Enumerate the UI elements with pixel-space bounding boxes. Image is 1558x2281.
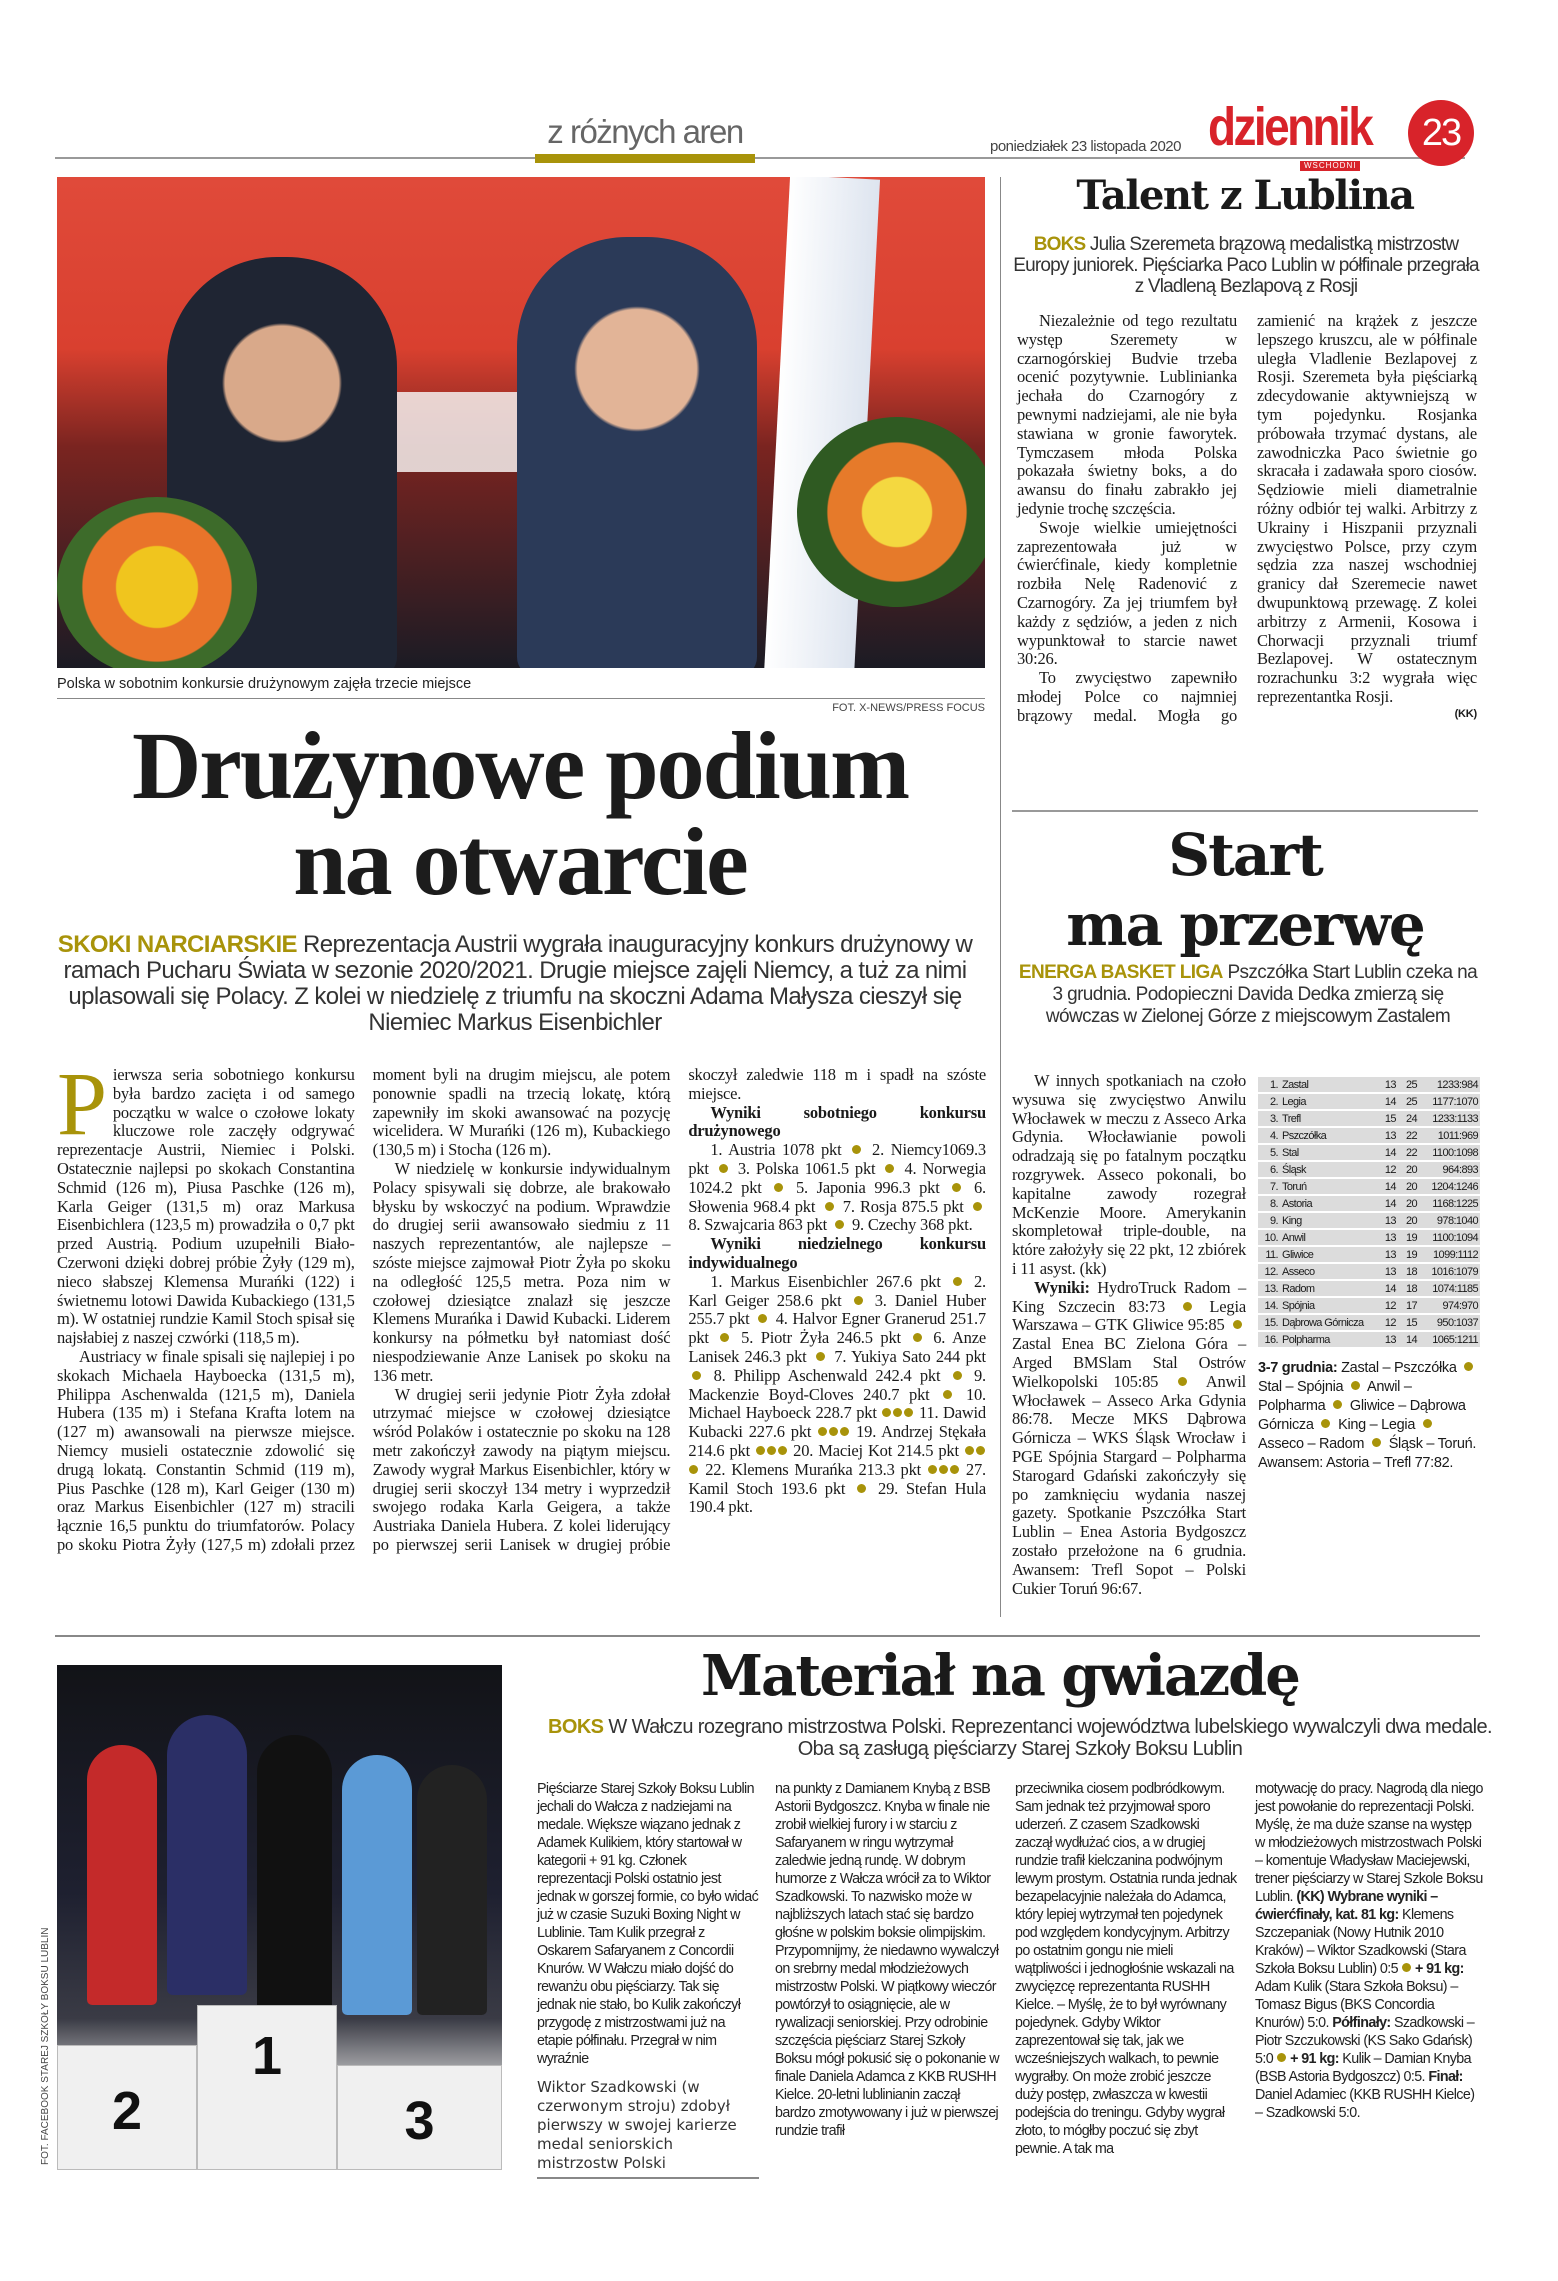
article-paragraph: [57, 1055, 355, 1348]
cell-points: 17: [1401, 1298, 1419, 1313]
cell-games: 14: [1383, 1196, 1401, 1211]
bullet-icon: [756, 1446, 765, 1455]
cell-games: 13: [1383, 1332, 1401, 1347]
bullet-icon: [952, 1183, 961, 1192]
table-row: [1258, 1298, 1480, 1313]
talent-headline: Talent z Lublina: [1076, 172, 1414, 219]
boxing-column-2: na punkty z Damianem Knybą z BSB Astorii Bydgoszcz. Knyba w finale nie zrobił wielkiej furory i w starciu z Safaryanem w ringu wytrzymał zaledwie jedną rundę. W dobrym humorze z Wałcza wrócił za to Wiktor Szadkowski. To nazwisko może w najbliższych latach stać się bardzo głośne w polskim boksie olimpijskim. Przypomnijmy, że niedawno wywalczył on srebrny medal młodzieżowych mistrzostw Polski. W piątkowy wieczór powtórzył to osiągnięcie, ale w rywalizacji seniorskiej. Przy odrobinie szczęścia pięściarz Starej Szkoły Boksu mógł pokusić się o pokonanie w finale Daniela Adamca z KKB RUSHH Kielce. 20-letni lublinianin zaczął bardzo zmotywowany i już w pierwszej rundzie trafił: [775, 1781, 999, 2139]
lead-tag: BOKS: [1033, 234, 1086, 255]
cell-rank: 2.: [1258, 1094, 1280, 1109]
bullet-icon: [774, 1183, 783, 1192]
lead-tag: ENERGA BASKET LIGA: [1018, 962, 1223, 983]
cell-games: 12: [1383, 1162, 1401, 1177]
result-item: Gliwice – Dąbrowa Górnicza: [1258, 1398, 1466, 1433]
photo-person-right: [517, 237, 757, 668]
cell-team: Stal: [1280, 1145, 1383, 1160]
result-item: 9. Mackenzie Boyd-Cloves 240.7 pkt: [688, 1365, 986, 1404]
basket-headline-line-1: Start: [1168, 821, 1322, 889]
result-item: 7. Rosja 875.5 pkt: [842, 1196, 964, 1216]
article-paragraph: W drugiej serii jedynie Piotr Żyła zdołał utrzymać miejsce w czołowej dziesiątce wśród Polaków i ostatecznie po skoku na 128 metr zakończył zawody na piątym miejscu. Zawody wygrał Markus Eisenbichler, który w drugiej serii skoczył 134 metry i wyprzedził swojego rodaka Karla Geigera, a także Austriaka Daniela Hubera. Z kolei liderujący po pierwszej serii Lanisek w drugiej próbie skoczył zaledwie 118 m i spadł na szóste miejsce.: [372, 1065, 986, 1554]
photo-credit: FOT. FACEBOOK STAREJ SZKOŁY BOKSU LUBLIN: [40, 1927, 51, 2165]
result-item: 1. Markus Eisenbichler 267.6 pkt: [710, 1271, 941, 1291]
basket-headline-line-2: ma przerwę: [1066, 891, 1424, 959]
cell-games: 13: [1383, 1128, 1401, 1143]
cell-score: 1099:1112: [1419, 1247, 1480, 1262]
result-item: 2. Niemcy1069.3 pkt: [688, 1140, 986, 1178]
bullet-icon: [904, 1408, 913, 1417]
boxing-column-4: [1255, 1780, 1483, 2122]
cell-rank: 7.: [1258, 1179, 1280, 1194]
ski-jumpers-photo: [57, 177, 985, 668]
cell-points: 20: [1401, 1162, 1419, 1177]
cell-rank: 6.: [1258, 1162, 1280, 1177]
photo-boxer: [417, 1765, 487, 2015]
results-heading: Wyniki niedzielnego konkursu indywidualnego: [688, 1234, 986, 1272]
cell-rank: 16.: [1258, 1332, 1280, 1347]
cell-score: 1065:1211: [1419, 1332, 1480, 1347]
cell-games: 13: [1383, 1230, 1401, 1245]
result-item: 6. Słowenia 968.4 pkt: [688, 1177, 986, 1216]
cell-rank: 12.: [1258, 1264, 1280, 1279]
bullet-icon: [885, 1164, 894, 1173]
cell-games: 12: [1383, 1298, 1401, 1313]
bullet-icon: [692, 1371, 701, 1380]
cell-games: 14: [1383, 1179, 1401, 1194]
article-paragraph: W niedzielę w konkursie indywidualnym Polacy spisywali się dobrze, ale brakowało błysku by wskoczyć na podium. Wprawdzie do drugiej serii awansowało siedmiu z 11 naszych reprezentantów, ale najlepsze – szóste miejsce zajmował Piotr Żyła po skoku na odległość 125,5 metra. Poza nim w czołowej dziesiątce znalazł się jeszcze Klemens Murańka i Dawid Kubacki. Liderem konkursy na półmetku był natomiast dość niespodziewanie Anze Lanisek po skoku na 136 metr.: [372, 1158, 671, 1385]
bullet-icon: [835, 1220, 844, 1229]
photo-boxer: [342, 1755, 412, 2015]
results-label: Wybrane wyniki – ćwierćfinały, kat. 81 kg:: [1255, 1889, 1438, 1923]
bullet-icon: [840, 1427, 849, 1436]
cell-rank: 5.: [1258, 1145, 1280, 1160]
section-rule: [55, 1635, 1480, 1637]
result-item: 4. Norwegia 1024.2 pkt: [688, 1158, 986, 1197]
boxing-headline: Materiał na gwiazdę: [701, 1643, 1299, 1709]
cell-team: Gliwice: [1280, 1247, 1383, 1262]
bullet-icon: [943, 1390, 952, 1399]
cell-points: 20: [1401, 1179, 1419, 1194]
result-item: 11. Dawid Kubacki 227.6 pkt: [688, 1403, 986, 1442]
table-row: [1258, 1179, 1480, 1194]
bullet-icon: [976, 1446, 985, 1455]
bullet-icon: [882, 1408, 891, 1417]
upcoming-fixtures: [1258, 1359, 1480, 1473]
cell-games: 12: [1383, 1315, 1401, 1330]
cell-games: 15: [1383, 1111, 1401, 1126]
result-item: Śląsk – Toruń. Awansem: Astoria – Trefl 77:82.: [1258, 1436, 1477, 1471]
cell-points: 25: [1401, 1094, 1419, 1109]
result-item: Zastal Enea BC Zielona Góra – Arged BMSlam Stal Ostrów Wielkopolski 105:85: [1012, 1334, 1246, 1391]
podium-first: 1: [197, 2005, 337, 2170]
result-item: 3. Daniel Huber 255.7 pkt: [688, 1290, 986, 1329]
lead-text: W Wałczu rozegrano mistrzostwa Polski. Reprezentanci województwa lubelskiego wywalczyli dwa medale. Oba są zasługą pięściarzy Starej Szkoły Boksu Lublin: [608, 1716, 1492, 1760]
cell-team: Dąbrowa Górnicza: [1280, 1315, 1383, 1330]
cell-team: Toruń: [1280, 1179, 1383, 1194]
section-title: z różnych aren: [547, 113, 743, 150]
cell-games: 14: [1383, 1094, 1401, 1109]
result-text: Adam Kulik (Stara Szkoła Boksu) – Tomasz Bigus (BKS Concordia Knurów) 5:0.: [1255, 1979, 1458, 2031]
result-item: 7. Yukiya Sato 244 pkt: [834, 1346, 986, 1366]
table-row: [1258, 1111, 1480, 1126]
cell-score: 1100:1098: [1419, 1145, 1480, 1160]
table-row: [1258, 1264, 1480, 1279]
ski-lead: [45, 932, 985, 1036]
cell-team: King: [1280, 1213, 1383, 1228]
cell-score: 1233:984: [1419, 1077, 1480, 1092]
basket-column-2: [1258, 1072, 1480, 1473]
bullet-icon: [720, 1333, 729, 1342]
stage-label: Finał:: [1428, 2069, 1463, 2085]
basket-column-1: [1012, 1072, 1246, 1598]
bullet-icon: [852, 1145, 861, 1154]
cell-points: 18: [1401, 1281, 1419, 1296]
bullet-icon: [829, 1427, 838, 1436]
result-item: Anwil – Polpharma: [1258, 1379, 1412, 1414]
caption-rule: [57, 698, 985, 699]
bullet-icon: [1423, 1419, 1432, 1428]
cell-score: 1204:1246: [1419, 1179, 1480, 1194]
cell-points: 22: [1401, 1145, 1419, 1160]
bullet-icon: [818, 1427, 827, 1436]
cell-score: 1168:1225: [1419, 1196, 1480, 1211]
table-row: [1258, 1077, 1480, 1092]
cell-score: 1074:1185: [1419, 1281, 1480, 1296]
photo-boxer: [167, 1715, 247, 1995]
cell-rank: 8.: [1258, 1196, 1280, 1211]
result-item: 6. Anze Lanisek 246.3 pkt: [688, 1328, 986, 1366]
table-row: [1258, 1213, 1480, 1228]
bullet-icon: [1233, 1320, 1242, 1329]
results-tail: Mecze MKS Dąbrowa Górnicza – WKS Śląsk Wrocław i PGE Spójnia Stargard – Polpharma Starogard Gdański zakończyły się po zamknięciu wydania naszej gazety. Spotkanie Pszczółka Start Lublin – Enea Astoria Bydgoszcz zostało przełożone na 6 grudnia. Awansem: Trefl Sopot – Polski Cukier Toruń 96:67.: [1012, 1409, 1246, 1598]
weight-label: + 91 kg:: [1414, 1961, 1464, 1977]
cell-score: 1100:1094: [1419, 1230, 1480, 1245]
result-item: 9. Czechy 368 pkt.: [851, 1215, 973, 1235]
cell-points: 19: [1401, 1230, 1419, 1245]
basket-lead: [1018, 962, 1478, 1028]
lead-text: Reprezentacja Austrii wygrała inauguracyjny konkurs drużynowy w ramach Pucharu Świata w sezonie 2020/2021. Drugie miejsce zajęli Niemcy, a tuż za nimi uplasowali się Polacy. Z kolei w niedzielę z triumfu na skoczni Adama Małysza cieszył się Niemiec Markus Eisenbichler: [63, 931, 973, 1036]
result-item: King – Legia: [1338, 1417, 1416, 1433]
paragraph-text: ierwsza seria sobotniego konkursu była bardzo zacięta i od samego początku w walce o czołowe lokaty kluczowe role zaczęły odgrywać reprezentacje Austrii, Niemiec i Polski. Ostatecznie najlepsi po skokach Constantina Schmid (126 m), Piusa Paschke (126 m), Karla Geiger (131,5 m) oraz Markusa Eisenbichlera (123,5 m) prowadziła o 0,7 pkt przed Austrią. Podium uzupełnili Biało-Czerwoni dzięki dobrej próbie Żyły (129 m), nieco słabszej Klemensa Murańki (122) i świetnemu lotowi Dawida Kubackiego (131,5 m). W ostatniej rundzie Kamil Stoch spisał się najsłabiej z naszej czwórki (118,5 m).: [57, 1065, 355, 1348]
cell-games: 13: [1383, 1077, 1401, 1092]
table-row: [1258, 1162, 1480, 1177]
result-item: 8. Szwajcaria 863 pkt: [688, 1215, 828, 1235]
ski-columns: [57, 1055, 986, 1555]
result-item: 27. Kamil Stoch 193.6 pkt: [688, 1459, 986, 1498]
cell-score: 1233:1133: [1419, 1111, 1480, 1126]
result-text: Kulik – Damian Knyba (BSB Astoria Bydgoszcz) 0:5.: [1255, 2051, 1471, 2085]
bullet-icon: [719, 1164, 728, 1173]
result-item: 8. Philipp Aschenwald 242.4 pkt: [713, 1365, 941, 1385]
photo-person: [257, 1735, 332, 2015]
boxing-podium-photo: [57, 1665, 502, 2170]
cell-points: 14: [1401, 1332, 1419, 1347]
table-row: [1258, 1196, 1480, 1211]
bullet-icon: [965, 1446, 974, 1455]
cell-points: 18: [1401, 1264, 1419, 1279]
result-item: Anwil Włocławek – Asseco Arka Gdynia 86:78.: [1012, 1371, 1246, 1429]
cell-games: 13: [1383, 1264, 1401, 1279]
weight-label: + 91 kg:: [1290, 2051, 1339, 2067]
section-accent-bar: [535, 154, 755, 163]
cell-rank: 1.: [1258, 1077, 1280, 1092]
result-item: 29. Stefan Hula 190.4 pkt.: [688, 1478, 986, 1517]
section-rule: [1012, 810, 1478, 812]
match-results: [1012, 1279, 1246, 1599]
cell-score: 978:1040: [1419, 1213, 1480, 1228]
article-paragraph: Austriacy w finale spisali się najlepiej i po skokach Michaela Hayboecka (131,5 m), Philippa Aschenwalda (121,5 m), Daniela Hubera (135 m) i Stefana Krafta lotem na (127 m) awansowali na pierwsze miejsce. Niemcy musieli ostatecznie zdowolić się drugą lokatą. Constantin Schmid (119 m), Pius Paschke (128 m), Karl Geiger (130 m) oraz Markus Eisenbichler (127 m) stracili łącznie 16,5 punktu do triumfatorów. Polacy po skoku Piotra Żyły (127,5 m) zdołali przez moment byli na drugim miejscu, ale potem ponownie spadli na trzecią lokatę, którą zapewniły im skoki awansować na pozycję wicelidera. W Murańki (126 m), Kubackiego (130,5 m) i Stocha (126 m).: [57, 1065, 671, 1554]
table-row: [1258, 1332, 1480, 1347]
bullet-icon: [825, 1202, 834, 1211]
team-results: [688, 1141, 986, 1235]
issue-date: poniedziałek 23 listopada 2020: [990, 138, 1181, 155]
bullet-icon: [939, 1465, 948, 1474]
cell-rank: 11.: [1258, 1247, 1280, 1262]
result-item: Stal – Spójnia: [1258, 1379, 1344, 1395]
author-signature: (KK): [1296, 1889, 1325, 1905]
cell-team: Pszczółka: [1280, 1128, 1383, 1143]
paragraph-text: motywację do pracy. Nagrodą dla niego jest powołanie do reprezentacji Polski. Myślę, że ma duże szanse na występ w młodzieżowych mistrzostwach Polski – komentuje Władysław Maciejewski, trener pięściarzy w Starej Szkole Boksu Lublin.: [1255, 1781, 1483, 1905]
cell-points: 20: [1401, 1196, 1419, 1211]
bullet-icon: [1351, 1381, 1360, 1390]
boxing-column-3: przeciwnika ciosem podbródkowym. Sam jednak też przyjmował sporo uderzeń. Z czasem Szadkowski zaczął wydłużać cios, a w drugiej rundzie trafił kielczanina podwójnym lewym prostym. Ostatnia runda jednak bezapelacyjnie należała do Adamca, który lepiej wytrzymał ten pojedynek pod względem kondycyjnym. Arbitrzy po ostatnim gongu nie mieli wątpliwości i jednogłośnie wskazali na zwycięzcę reprezentanta RUSHH Kielce. – Myślę, że to był wyrównany pojedynek. Gdyby Wiktor zaprezentował się tak, jak we wcześniejszych walkach, to pewnie wygrałby. On może zrobić jeszcze duży postęp, zwłaszcza w kwestii podejścia do treningu. Gdyby wygrał złoto, to mógłby poczuć się zbyt pewnie. A tak ma: [1015, 1781, 1237, 2157]
cell-points: 19: [1401, 1247, 1419, 1262]
article-paragraph: To zwycięstwo zapewniło młodej Polce co najmniej brązowy medal. Mogła go zamienić na krążek z jeszcze lepszego kruszcu, ale w półfinale uległa Vladlenie Bezlapovej z Rosji. Szeremeta była pięściarką zdecydowanie aktywniejszą w tym pojedynku. Rosjanka próbowała trzymać dystans, ale zawodniczka Paco świetnie go skracała i zadawała sporo ciosów. Sędziowie mieli diametralnie różny odbiór tej walki. Arbitrzy z Ukrainy i Hiszpanii przyznali zwycięstwo Polsce, przy czym sędzia zza naszej wschodniej granicy dał Szeremecie nawet dwupunktową przewagę. Z kolei arbitrzy z Armenii, Kosowa i Chorwacji przyznali triumf Bezlapovej. W ostatecznym rozrachunku 3:2 wygrała więc reprezentantka Rosji.: [1017, 311, 1477, 725]
boxing-lead: [530, 1716, 1510, 1760]
boxing-column-1: [537, 1780, 759, 2179]
table-row: [1258, 1247, 1480, 1262]
cell-games: 13: [1383, 1247, 1401, 1262]
bullet-icon: [816, 1352, 825, 1361]
talent-columns: [1017, 312, 1477, 726]
drop-cap: P: [57, 1055, 107, 1154]
cell-points: 20: [1401, 1213, 1419, 1228]
result-item: 10. Michael Hayboeck 228.7 pkt: [688, 1384, 986, 1423]
newspaper-logo: dziennik: [1208, 97, 1372, 157]
bullet-icon: [857, 1484, 866, 1493]
lead-text: Pszczółka Start Lublin czeka na 3 grudnia. Podopieczni Davida Dedka zmierzą się wówczas w Zielonej Górze z miejscowym Zastalem: [1045, 962, 1478, 1027]
result-text: Klemens Szczepaniak (Nowy Hutnik 2010 Kraków) – Wiktor Szadkowski (Stara Szkoła Boksu Lublin) 0:5: [1255, 1907, 1466, 1977]
photo-boxer: [87, 1745, 157, 2005]
bullet-icon: [1402, 1963, 1411, 1972]
result-item: 2. Karl Geiger 258.6 pkt: [688, 1271, 986, 1310]
bullet-icon: [973, 1202, 982, 1211]
article-paragraph: Swoje wielkie umiejętności zaprezentowała już w ćwierćfinale, kiedy kompletnie rozbiła Nelę Radenović z Czarnogóry. Za jej triumfem był każdy z sędziów, a jeden z nich wypunktował to starcie nawet 30:26.: [1017, 517, 1237, 669]
table-row: [1258, 1230, 1480, 1245]
result-item: Legia Warszawa – GTK Gliwice 95:85: [1012, 1296, 1246, 1335]
result-item: 20. Maciej Kot 214.5 pkt: [793, 1440, 959, 1460]
photo-credit: FOT. X-NEWS/PRESS FOCUS: [832, 702, 985, 714]
page-number: 23: [1408, 100, 1474, 166]
talent-lead: [1012, 234, 1480, 297]
cell-score: 964:893: [1419, 1162, 1480, 1177]
result-item: Zastal – Pszczółka: [1341, 1360, 1457, 1376]
cell-rank: 14.: [1258, 1298, 1280, 1313]
table-row: [1258, 1145, 1480, 1160]
cell-team: Śląsk: [1280, 1162, 1383, 1177]
photo-flowers-right: [797, 417, 985, 607]
result-item: Asseco – Radom: [1258, 1436, 1365, 1452]
bullet-icon: [953, 1371, 962, 1380]
bullet-icon: [928, 1465, 937, 1474]
cell-rank: 4.: [1258, 1128, 1280, 1143]
bullet-icon: [913, 1333, 922, 1342]
result-item: 5. Piotr Żyła 246.5 pkt: [741, 1328, 901, 1348]
cell-points: 15: [1401, 1315, 1419, 1330]
cell-rank: 3.: [1258, 1111, 1280, 1126]
cell-games: 14: [1383, 1145, 1401, 1160]
result-text: Daniel Adamiec (KKB RUSHH Kielce) – Szadkowski 5:0.: [1255, 2087, 1475, 2121]
cell-rank: 13.: [1258, 1281, 1280, 1296]
cell-games: 13: [1383, 1213, 1401, 1228]
cell-team: Anwil: [1280, 1230, 1383, 1245]
cell-rank: 15.: [1258, 1315, 1280, 1330]
cell-score: 1011:969: [1419, 1128, 1480, 1143]
lead-text: Julia Szeremeta brązową medalistką mistrzostw Europy juniorek. Pięściarka Paco Lublin w półfinale przegrała z Vladleną Bezlapovą z Rosji: [1013, 234, 1479, 297]
result-item: 5. Japonia 996.3 pkt: [796, 1177, 940, 1197]
bullet-icon: [1321, 1419, 1330, 1428]
column-divider: [1000, 177, 1001, 1617]
cell-rank: 9.: [1258, 1213, 1280, 1228]
cell-team: Polpharma: [1280, 1332, 1383, 1347]
bullet-icon: [1464, 1362, 1473, 1371]
bullet-icon: [854, 1296, 863, 1305]
bullet-icon: [950, 1465, 959, 1474]
cell-team: Spójnia: [1280, 1298, 1383, 1313]
result-item: 4. Halvor Egner Granerud 251.7 pkt: [688, 1309, 986, 1348]
result-text: Szadkowski – Piotr Szczukowski (KS Sako Gdańsk) 5:0: [1255, 2015, 1475, 2067]
cell-team: Zastal: [1280, 1077, 1383, 1092]
result-item: HydroTruck Radom – King Szczecin 83:73: [1012, 1277, 1246, 1316]
cell-rank: 10.: [1258, 1230, 1280, 1245]
cell-score: 950:1037: [1419, 1315, 1480, 1330]
results-label: 3-7 grudnia:: [1258, 1360, 1338, 1376]
newspaper-logo-sub: WSCHODNI: [1300, 161, 1360, 171]
table-row: [1258, 1315, 1480, 1330]
article-paragraph: Pięściarze Starej Szkoły Boksu Lublin jechali do Wałcza z nadziejami na medale. Większe wiązano jednak z Adamek Kulikiem, który startował w kategorii + 91 kg. Członek reprezentacji Polski ostatnio jest jednak w gorszej formie, co było widać już w czasie Suzuki Boxing Night w Lublinie. Tam Kulik przegrał z Oskarem Safaryanem z Concordii Knurów. W Wałczu miało dojść do rewanżu obu pięściarzy. Tak się jednak nie stało, bo Kulik zakończył przygodę z mistrzostwami już na etapie półfinału. Przegrał w nim wyraźnie: [537, 1781, 759, 2067]
podium-third: 3: [337, 2065, 502, 2170]
result-item: 1. Austria 1078 pkt: [710, 1140, 842, 1160]
cell-points: 24: [1401, 1111, 1419, 1126]
cell-team: Radom: [1280, 1281, 1383, 1296]
bullet-icon: [767, 1446, 776, 1455]
bullet-icon: [1333, 1400, 1342, 1409]
cell-games: 14: [1383, 1281, 1401, 1296]
cell-score: 974:970: [1419, 1298, 1480, 1313]
cell-team: Asseco: [1280, 1264, 1383, 1279]
cell-team: Legia: [1280, 1094, 1383, 1109]
result-item: 3. Polska 1061.5 pkt: [737, 1158, 876, 1178]
photo-flowers-left: [57, 497, 257, 668]
photo-caption: Polska w sobotnim konkursie drużynowym zajęła trzecie miejsce: [57, 676, 472, 692]
results-heading: Wyniki sobotniego konkursu drużynowego: [688, 1102, 986, 1141]
bullet-icon: [1178, 1377, 1187, 1386]
cell-points: 22: [1401, 1128, 1419, 1143]
table-row: [1258, 1128, 1480, 1143]
basket-headline: [1010, 820, 1480, 960]
lead-tag: BOKS: [548, 1716, 604, 1738]
results-label: Wyniki:: [1034, 1277, 1090, 1297]
cell-score: 1016:1079: [1419, 1264, 1480, 1279]
ski-headline-line-2: na otwarcie: [293, 808, 747, 915]
podium-second: 2: [57, 2045, 197, 2170]
bullet-icon: [689, 1465, 698, 1474]
cell-team: Astoria: [1280, 1196, 1383, 1211]
lead-tag: SKOKI NARCIARSKIE: [57, 931, 297, 958]
result-item: 22. Klemens Murańka 213.3 pkt: [705, 1459, 922, 1479]
ski-headline: [40, 712, 1000, 915]
bullet-icon: [778, 1446, 787, 1455]
bullet-icon: [1372, 1438, 1381, 1447]
header-rule: [55, 157, 1465, 159]
photo-caption: Wiktor Szadkowski (w czerwonym stroju) zdobył pierwszy w swojej karierze medal seniorskich mistrzostw Polski: [537, 2078, 759, 2179]
bullet-icon: [1183, 1302, 1192, 1311]
table-row: [1258, 1094, 1480, 1109]
article-paragraph: Niezależnie od tego rezultatu występ Szeremety w czarnogórskiej Budvie trzeba ocenić pozytywnie. Lublinianka jechała do Czarnogóry z pewnymi nadziejami, ale nie była stawiana w gronie faworytek. Tymczasem młoda Polska pokazała świetny boks, a do awansu do finału zabrakło jej jedynie trochę szczęścia.: [1017, 311, 1237, 518]
bullet-icon: [953, 1277, 962, 1286]
league-table: [1258, 1075, 1480, 1349]
bullet-icon: [893, 1408, 902, 1417]
cell-team: Trefl: [1280, 1111, 1383, 1126]
stage-label: Półfinały:: [1332, 2015, 1391, 2031]
article-paragraph: W innych spotkaniach na czoło wysuwa się zwycięstwo Anwilu Włocławek w meczu z Asseco Arka Gdynia. Włocławianie powoli odradzają się po fatalnym początku rozgrywek. Asseco pokonali, bo kapitalne zawody rozegrał McKenzie Moore. Amerykanin skompletował triple-double, na które założyły się 22 pkt, 12 zbiórek i 11 asyst. (kk): [1012, 1071, 1246, 1278]
individual-results: [688, 1273, 986, 1517]
author-signature: (KK): [1454, 707, 1477, 720]
ski-headline-line-1: Drużynowe podium: [131, 712, 909, 819]
cell-score: 1177:1070: [1419, 1094, 1480, 1109]
result-item: 19. Andrzej Stękała 214.6 pkt: [688, 1422, 986, 1460]
table-row: [1258, 1281, 1480, 1296]
bullet-icon: [758, 1314, 767, 1323]
cell-points: 25: [1401, 1077, 1419, 1092]
bullet-icon: [1277, 2053, 1286, 2062]
